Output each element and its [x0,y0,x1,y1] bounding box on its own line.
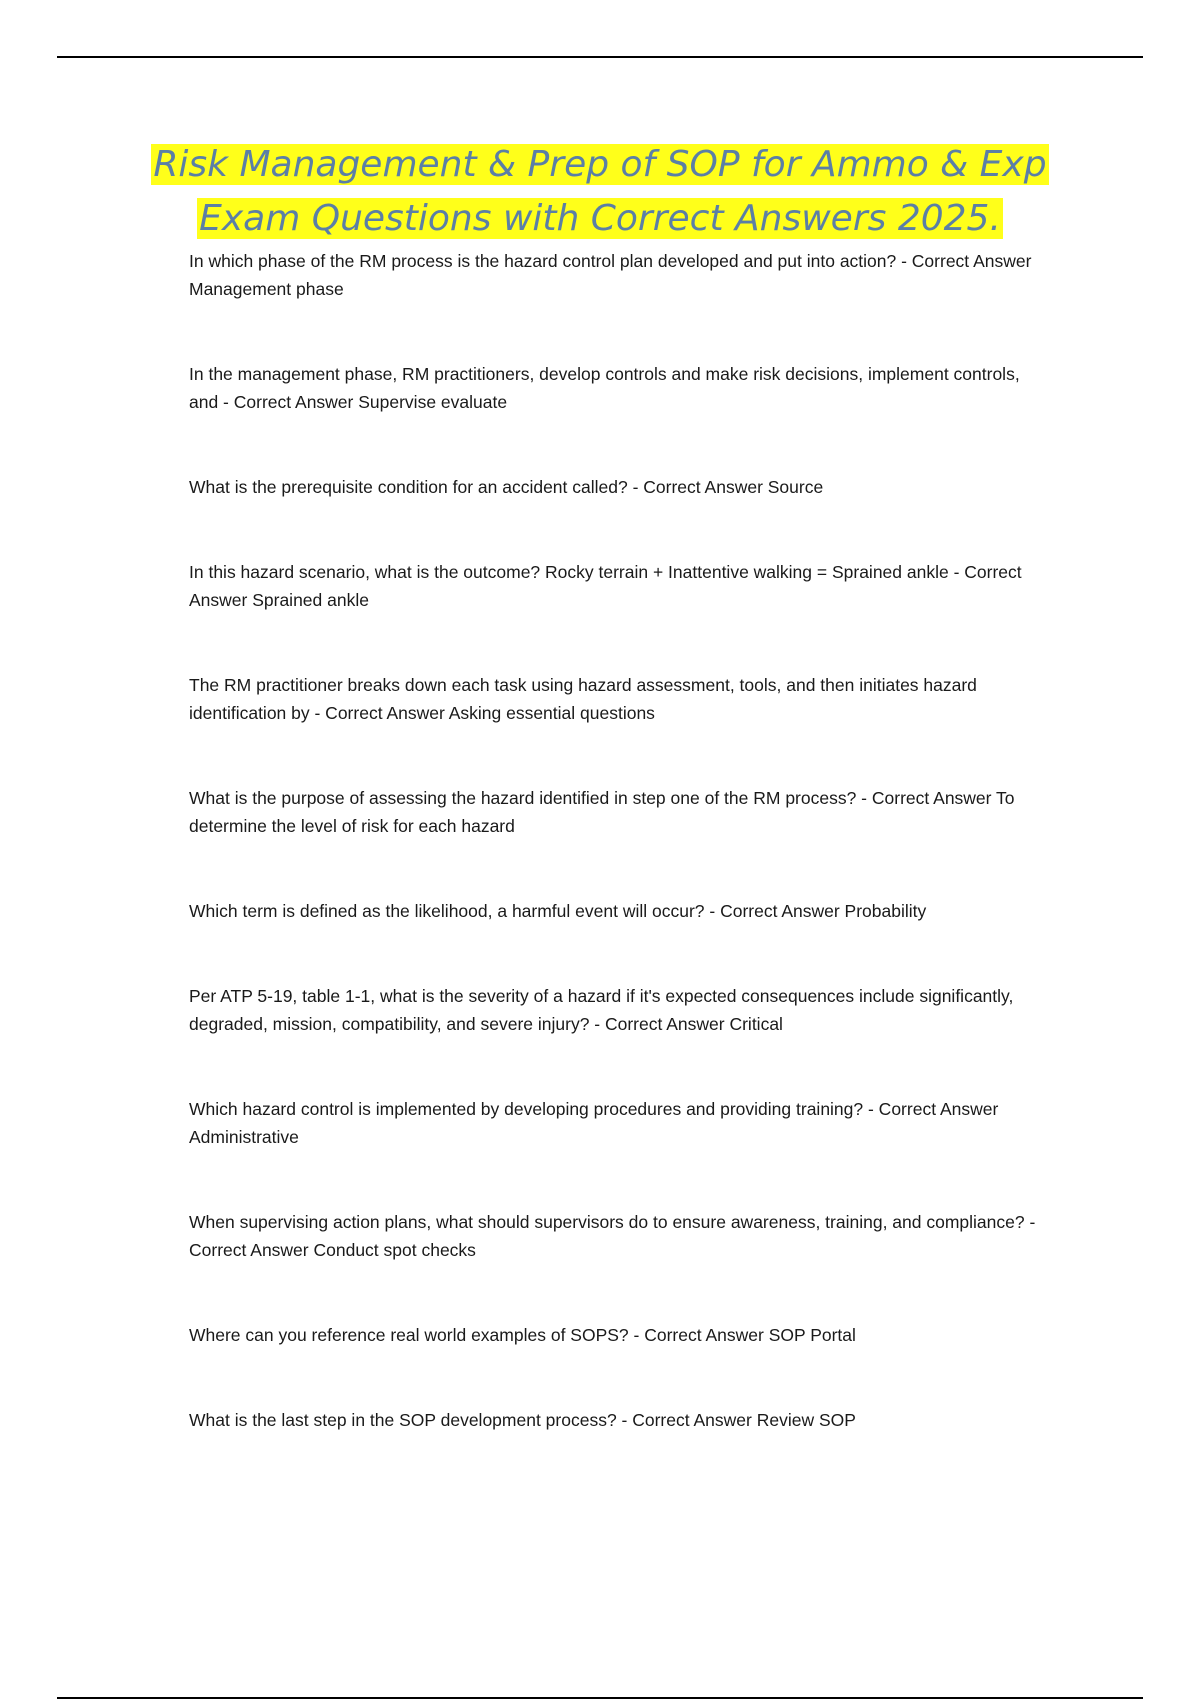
qa-item: In which phase of the RM process is the hazard control plan developed and put into action? - Correct Answer Management phase [189,251,1032,299]
qa-item: The RM practitioner breaks down each task using hazard assessment, tools, and then initiates hazard identification by - Correct Answer Asking essential questions [189,675,977,723]
qa-item: In the management phase, RM practitioners, develop controls and make risk decisions, implement controls, and - Correct Answer Supervise evaluate [189,364,1020,412]
qa-item: What is the purpose of assessing the hazard identified in step one of the RM process? - Correct Answer To determine the level of risk for each hazard [189,788,1015,836]
qa-item: What is the last step in the SOP development process? - Correct Answer Review SOP [189,1410,856,1430]
document-title [150,138,1050,246]
question-answer-list [189,247,1049,1491]
qa-item: Which term is defined as the likelihood, a harmful event will occur? - Correct Answer Probability [189,901,927,921]
qa-item: Which hazard control is implemented by developing procedures and providing training? - Correct Answer Administrative [189,1099,999,1147]
footer-rule [57,1697,1143,1699]
document-title-line-1: Risk Management & Prep of SOP for Ammo & Exp [153,144,1047,185]
qa-item: What is the prerequisite condition for an accident called? - Correct Answer Source [189,477,824,497]
qa-item: In this hazard scenario, what is the outcome? Rocky terrain + Inattentive walking = Sprained ankle - Correct Answer Sprained ankle [189,562,1022,610]
document-title-line-2: Exam Questions with Correct Answers 2025. [199,198,1001,239]
header-rule [57,56,1143,58]
qa-item: Per ATP 5-19, table 1-1, what is the severity of a hazard if it's expected consequences include significantly, degraded, mission, compatibility, and severe injury? - Correct Answer Critical [189,986,1014,1034]
qa-item: Where can you reference real world examples of SOPS? - Correct Answer SOP Portal [189,1325,856,1345]
qa-item: When supervising action plans, what should supervisors do to ensure awareness, training, and compliance? - Correct Answer Conduct spot checks [189,1212,1036,1260]
